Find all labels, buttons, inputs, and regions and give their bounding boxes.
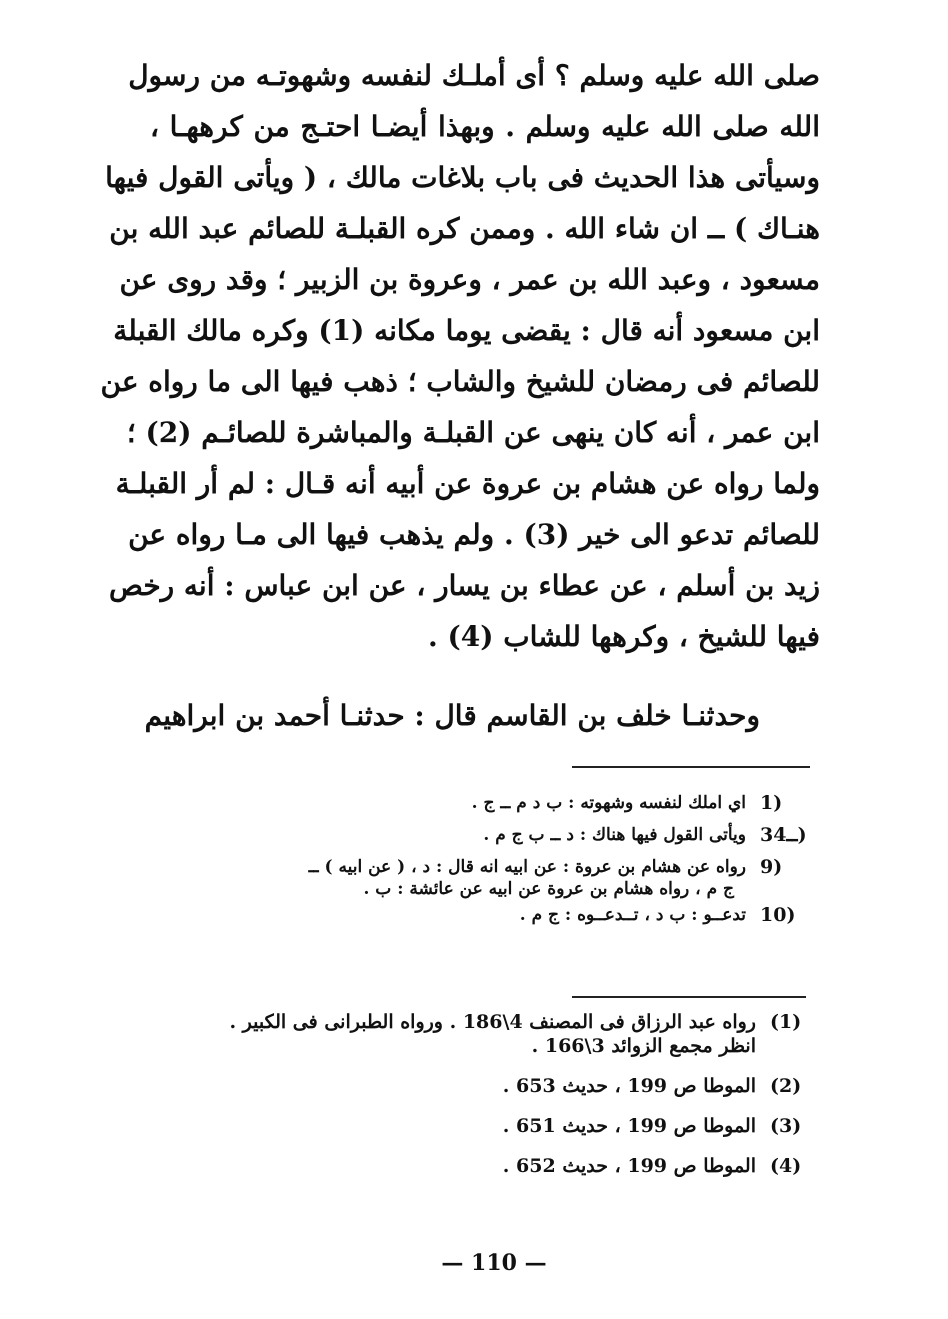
note-text (140, 856, 746, 900)
note-line: تدعــو : ب د ، تــدعــوه : ج م . (519, 905, 746, 925)
main-line: مسعود ، وعبد الله بن عمر ، وعروة بن الزبير ؛ وقد روى عن (119, 263, 820, 296)
note-number: (4) (770, 1155, 802, 1177)
reference-note (140, 1074, 806, 1098)
note-number: 3ــ4) (760, 824, 807, 846)
note-number: 10) (760, 904, 796, 926)
note-text (140, 1074, 756, 1098)
note-text (140, 1114, 756, 1138)
main-line: هنـاك ) ــ ان شاء الله . وممن كره القبلـة للصائم عبد الله بن (109, 212, 820, 245)
main-line: ابن عمر ، أنه كان ينهى عن القبلـة والمباشرة للصائـم (2) ؛ (126, 416, 820, 449)
main-line: زيد بن أسلم ، عن عطاء بن يسار ، عن ابن عباس : أنه رخص (109, 569, 820, 602)
page-number: — 110 — (441, 1250, 547, 1276)
variant-note (140, 824, 810, 846)
reference-note (140, 1114, 806, 1138)
note-text (140, 904, 746, 926)
main-line: ولما رواه عن هشام بن عروة عن أبيه أنه قـال : لم أر القبلـة (115, 467, 820, 500)
main-line: وسيأتى هذا الحديث فى باب بلاغات مالك ، ( ويأتى القول فيها (105, 161, 820, 194)
note-line: انظر مجمع الزوائد 3\166 . (531, 1035, 756, 1057)
reference-note (140, 1154, 806, 1178)
note-line: رواه عبد الرزاق فى المصنف 4\186 . ورواه الطبرانى فى الكبير . (229, 1011, 756, 1033)
variant-note (140, 856, 810, 900)
note-number: (1) (770, 1011, 802, 1033)
references-divider (572, 996, 806, 998)
note-line: الموطا ص 199 ، حديث 653 . (502, 1075, 756, 1097)
main-line: الله صلى الله عليه وسلم . وبهذا أيضـا احتـج من كرههـا ، (150, 110, 820, 143)
note-number: 9) (760, 856, 783, 878)
note-text (140, 792, 746, 814)
variant-notes (140, 792, 810, 936)
note-line: رواه عن هشام بن عروة : عن ابيه انه قال : د ، ( عن ابيه ) ــ (308, 857, 746, 877)
main-line: للصائم فى رمضان للشيخ والشاب ؛ ذهب فيها الى ما رواه عن (100, 365, 820, 398)
note-number: (3) (770, 1115, 802, 1137)
variant-note (140, 904, 810, 926)
main-line: للصائم تدعو الى خير (3) . ولم يذهب فيها الى مـا رواه عن (128, 518, 820, 551)
note-text (140, 1154, 756, 1178)
note-line: اي املك لنفسه وشهوته : ب د م ــ ج . (471, 793, 746, 813)
reference-note (140, 1010, 806, 1058)
variants-divider (572, 766, 810, 768)
main-line: ابن مسعود أنه قال : يقضى يوما مكانه (1) وكره مالك القبلة (113, 314, 820, 347)
note-text (140, 824, 746, 846)
reference-notes (140, 1010, 806, 1194)
note-number: 1) (760, 792, 783, 814)
note-line: الموطا ص 199 ، حديث 651 . (502, 1115, 756, 1137)
main-line: صلى الله عليه وسلم ؟ أى أملـك لنفسه وشهوتـه من رسول (128, 59, 820, 92)
main-text (100, 50, 820, 741)
note-number: (2) (770, 1075, 802, 1097)
main-line: فيها للشيخ ، وكرهها للشاب (4) . (427, 620, 820, 653)
note-line: ويأتى القول فيها هناك : د ــ ب ج م . (483, 825, 746, 845)
note-line: الموطا ص 199 ، حديث 652 . (502, 1155, 756, 1177)
note-text (140, 1010, 756, 1058)
closing-line: وحدثنـا خلف بن القاسم قال : حدثنـا أحمد بن ابراهيم (144, 699, 760, 732)
note-line: ج م ، رواه هشام بن عروة عن ابيه عن عائشة : ب . (363, 879, 734, 899)
variant-note (140, 792, 810, 814)
